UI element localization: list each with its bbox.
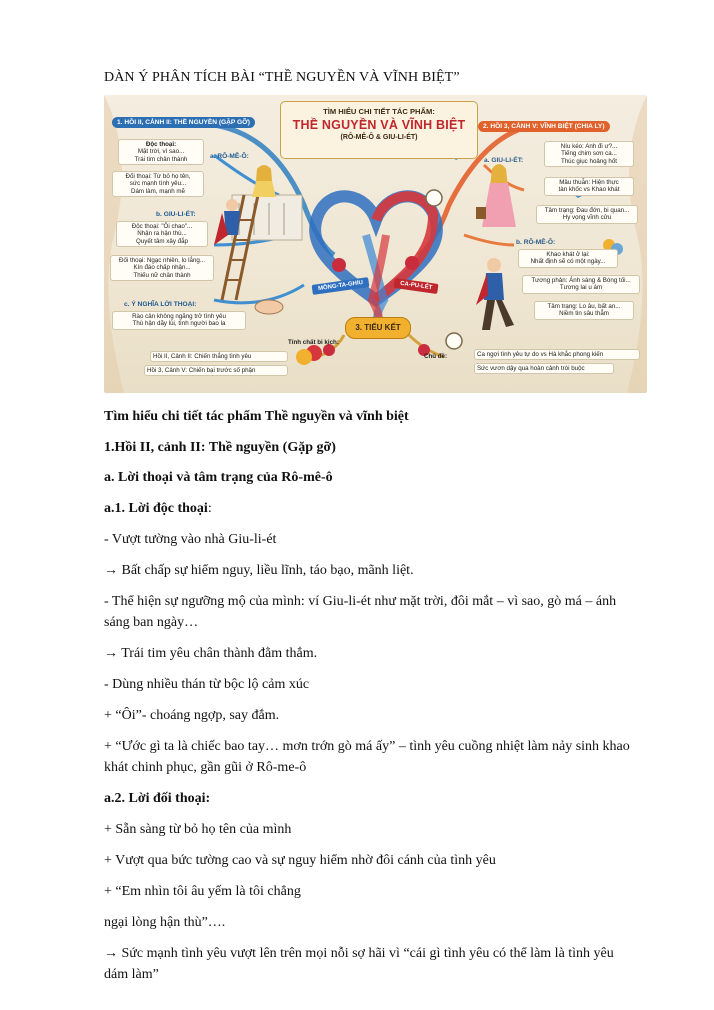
section1-sub-a: a. RÔ-MÊ-Ô: xyxy=(210,153,249,160)
section1-box-a1: Độc thoại: Mặt trời, vì sao... Trái tim chân thành xyxy=(118,139,204,165)
heading-detail: Tìm hiểu chi tiết tác phẩm Thề nguyền và vĩnh biệt xyxy=(104,409,409,424)
paragraph-line: → Sức mạnh tình yêu vượt lên trên mọi nỗi sợ hãi vì “cái gì tình yêu có thể làm là tình yêu xyxy=(104,946,614,961)
paragraph-line: + “Ước gì ta là chiếc bao tay… mơn trớn gò má ấy” – tình yêu cuồng nhiệt làm nảy sinh khao xyxy=(104,739,630,754)
tragedy-box-1: Hồi II, Cảnh II: Chiến thắng tình yêu xyxy=(150,351,288,362)
section2-box-b1: Khao khát ở lại: Nhất định sẽ có một ngày... xyxy=(518,249,618,268)
paragraph-line: + “Em nhìn tôi âu yếm là tôi chẳng xyxy=(104,884,301,899)
document-title: DÀN Ý PHÂN TÍCH BÀI “THỀ NGUYỀN VÀ VĨNH BIỆT” xyxy=(104,70,460,85)
paragraph-line: - Thể hiện sự ngưỡng mộ của mình: ví Giu-li-ét như mặt trời, đôi mắt – vì sao, gò má – ánh xyxy=(104,594,617,609)
section2-box-b2: Tương phản: Ánh sáng & Bóng tối... Tương lai u ám xyxy=(522,275,640,294)
paragraph-line: → Bất chấp sự hiểm nguy, liều lĩnh, táo bạo, mãnh liệt. xyxy=(104,563,414,578)
section2-sub-b: b. RÔ-MÊ-Ô: xyxy=(516,239,556,246)
theme-label: Chủ đề: xyxy=(424,353,448,360)
paragraph-line: khát chinh phục, gần gũi ở Rô-me-ô xyxy=(104,760,307,775)
paragraph-line: → Trái tim yêu chân thành đằm thắm. xyxy=(104,646,318,661)
paragraph-line: sáng ban ngày… xyxy=(104,615,199,630)
section2-header: 2. HỒI 3, CẢNH V: VĨNH BIỆT (CHIA LY) xyxy=(478,121,610,132)
banner-line-3: (RÔ-MÊ-Ô & GIU-LI-ÉT) xyxy=(340,134,418,141)
banner-line-2: THỀ NGUYỀN VÀ VĨNH BIỆT xyxy=(292,118,466,132)
section2-box-a3: Tâm trạng: Đau đớn, bi quan... Hy vọng vĩnh cửu xyxy=(536,205,638,224)
paragraph-line: - Dùng nhiều thán từ bộc lộ cảm xúc xyxy=(104,677,310,692)
ribbon-capulet: CA-PU-LÉT xyxy=(394,278,439,294)
tragedy-label: Tính chất bi kịch: xyxy=(288,339,339,346)
summary-pill: 3. TIỂU KẾT xyxy=(345,317,411,339)
section1-box-b1: Độc thoại: "Ôi chao"... Nhận ra hận thù... Quyết tâm xây đắp xyxy=(116,221,208,247)
section2-sub-a: a. GIU-LI-ÉT: xyxy=(484,157,524,164)
paragraph-line: + Vượt qua bức tường cao và sự nguy hiểm nhờ đôi cánh của tình yêu xyxy=(104,853,496,868)
section1-box-b2: Đối thoại: Ngạc nhiên, lo lắng... Kín đáo chấp nhận... Thiếu nữ chân thành xyxy=(110,255,214,281)
paragraph-line: + Sẵn sàng từ bỏ họ tên của mình xyxy=(104,822,292,837)
mindmap-infographic xyxy=(104,95,647,393)
heading-section-1: 1.Hồi II, cảnh II: Thề nguyền (Gặp gỡ) xyxy=(104,440,336,455)
infographic-title-banner xyxy=(280,101,478,159)
paragraph-line: ngại lòng hận thù”…. xyxy=(104,915,226,930)
heading-a: a. Lời thoại và tâm trạng của Rô-mê-ô xyxy=(104,470,333,485)
section1-sub-b: b. GIU-LI-ÉT: xyxy=(156,211,196,218)
section1-sub-c: c. Ý NGHĨA LỜI THOẠI: xyxy=(124,301,197,308)
theme-box-1: Ca ngợi tình yêu tự do vs Hà khắc phong kiến xyxy=(474,349,640,360)
section2-box-b3: Tâm trạng: Lo âu, bất an... Niềm tin sâu thẳm xyxy=(534,301,634,320)
ribbon-montague: MÔNG-TA-GHIU xyxy=(312,277,370,295)
banner-line-1: TÌM HIỂU CHI TIẾT TÁC PHẨM: xyxy=(323,107,435,116)
section2-box-a2: Mâu thuẫn: Hiện thực tàn khốc vs Khao khát xyxy=(544,177,634,196)
tragedy-box-2: Hồi 3, Cảnh V: Chiến bại trước số phận xyxy=(144,365,288,376)
section1-box-a2: Đối thoại: Từ bỏ họ tên, sức mạnh tình yêu... Dám làm, mạnh mẽ xyxy=(112,171,204,197)
section2-box-a1: Níu kéo: Anh đi ư?... Tiếng chim sơn ca... Thúc giục hoảng hốt xyxy=(544,141,634,167)
paragraph-line: - Vượt tường vào nhà Giu-li-ét xyxy=(104,532,277,547)
section1-header: 1. HỒI II, CẢNH II: THỀ NGUYỀN (GẶP GỠ) xyxy=(112,117,255,128)
heading-a1: a.1. Lời độc thoại: xyxy=(104,501,212,516)
theme-box-2: Sức vươn dậy qua hoàn cảnh trói buộc xyxy=(474,363,614,374)
paragraph-line: + “Ôi”- choáng ngợp, say đắm. xyxy=(104,708,280,723)
heading-a2: a.2. Lời đối thoại: xyxy=(104,791,211,806)
section1-box-c: Rào cản không ngăng trở tình yêu Thù hận dãy lùi, tình người bao la xyxy=(112,311,246,330)
paragraph-line: dám làm” xyxy=(104,967,159,982)
